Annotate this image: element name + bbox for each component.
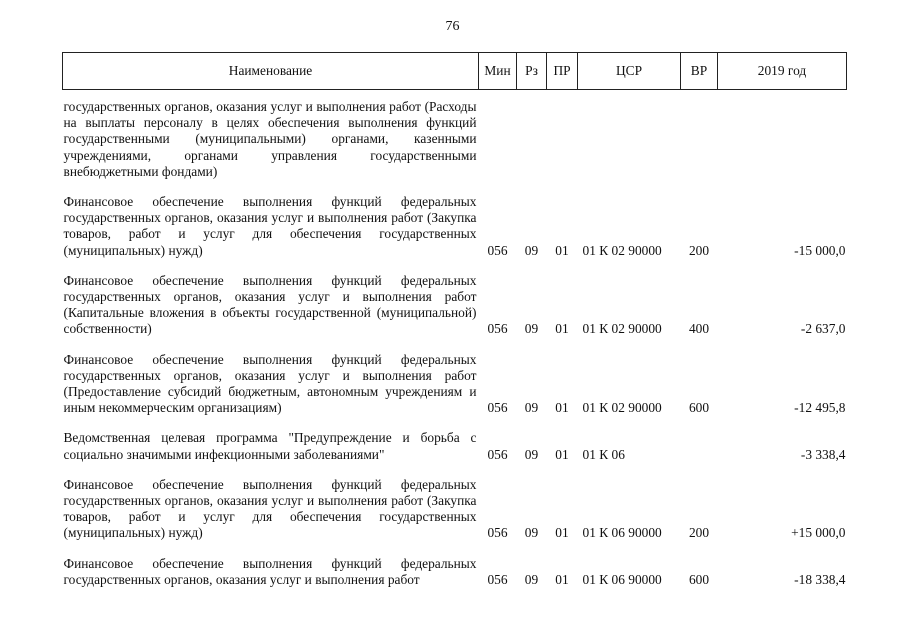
- row-min: 056: [487, 321, 508, 337]
- table-row: [63, 90, 847, 181]
- row-vr: 600: [688, 571, 710, 587]
- row-min: 056: [487, 525, 508, 541]
- row-pr: [547, 90, 578, 181]
- row-name: Финансовое обеспечение выполнения функций федеральных государственных органов, оказания услуг и выполнения работ (Закупка товаров, работ и услуг для обеспечения государственных (муниципальных) нужд): [63, 194, 477, 258]
- row-amount: [718, 90, 847, 181]
- header-name: Наименование: [63, 53, 479, 90]
- table-row: [63, 416, 847, 462]
- row-amount: -18 338,4: [794, 571, 846, 587]
- row-pr: 01: [555, 242, 569, 258]
- page-number: 76: [445, 19, 460, 34]
- row-vr: 400: [688, 321, 710, 337]
- header-csr: ЦСР: [578, 53, 681, 90]
- row-pr: 01: [555, 525, 569, 541]
- table-row: [63, 180, 847, 259]
- row-min: 056: [487, 446, 508, 462]
- row-pr: 01: [555, 400, 569, 416]
- row-csr: [578, 90, 681, 181]
- row-rz: 09: [524, 321, 539, 337]
- table-header: [63, 53, 847, 90]
- header-rz: Рз: [517, 53, 547, 90]
- row-rz: 09: [524, 242, 539, 258]
- row-csr: 01 К 06: [582, 446, 625, 462]
- table-row: [63, 259, 847, 338]
- row-amount: -2 637,0: [800, 321, 846, 337]
- row-rz: [517, 90, 547, 181]
- row-rz: 09: [524, 571, 539, 587]
- row-name: государственных органов, оказания услуг и выполнения работ (Расходы на выплаты персоналу в целях обеспечения выполнения функций государственными (муниципальными) органами, казенными учреждениями, органами управления государственными внебюджетными фондами): [63, 99, 477, 179]
- row-rz: 09: [524, 525, 539, 541]
- table-row: [63, 338, 847, 417]
- row-rz: 09: [524, 446, 539, 462]
- row-vr: [681, 90, 718, 181]
- row-csr: 01 К 06 90000: [582, 571, 662, 587]
- table-row: [63, 463, 847, 542]
- row-csr: 01 К 02 90000: [582, 400, 662, 416]
- row-name: Финансовое обеспечение выполнения функций федеральных государственных органов, оказания услуг и выполнения работ (Капитальные вложения в объекты государственной (муниципальной) собственности): [63, 272, 477, 337]
- row-min: 056: [487, 242, 508, 258]
- header-year: 2019 год: [718, 53, 847, 90]
- row-min: [479, 90, 517, 181]
- row-name: Финансовое обеспечение выполнения функций федеральных государственных органов, оказания услуг и выполнения работ (Закупка товаров, работ и услуг для обеспечения государственных (муниципальных) нужд): [63, 476, 477, 541]
- row-vr: [681, 416, 718, 462]
- row-amount: -3 338,4: [800, 446, 846, 462]
- row-csr: 01 К 02 90000: [582, 242, 662, 258]
- row-vr: 600: [688, 400, 710, 416]
- row-pr: 01: [555, 446, 569, 462]
- table-row: [63, 542, 847, 588]
- header-pr: ПР: [547, 53, 578, 90]
- row-amount: -12 495,8: [794, 400, 846, 416]
- row-name: Ведомственная целевая программа "Предупреждение и борьба с социально значимыми инфекционными заболеваниями": [63, 430, 477, 462]
- row-min: 056: [487, 400, 508, 416]
- row-name: Финансовое обеспечение выполнения функций федеральных государственных органов, оказания услуг и выполнения работ (Предоставление субсидий бюджетным, автономным учреждениям и иным некоммерческим организациям): [63, 351, 477, 416]
- row-vr: 200: [688, 242, 710, 258]
- header-vr: ВР: [681, 53, 718, 90]
- row-csr: 01 К 06 90000: [582, 525, 662, 541]
- row-vr: 200: [688, 525, 710, 541]
- row-min: 056: [487, 571, 508, 587]
- header-min: Мин: [479, 53, 517, 90]
- row-name: Финансовое обеспечение выполнения функций федеральных государственных органов, оказания услуг и выполнения работ: [63, 555, 477, 587]
- row-rz: 09: [524, 400, 539, 416]
- row-csr: 01 К 02 90000: [582, 321, 662, 337]
- budget-table: [62, 52, 847, 588]
- row-amount: +15 000,0: [791, 525, 846, 541]
- row-pr: 01: [555, 571, 569, 587]
- row-pr: 01: [555, 321, 569, 337]
- row-amount: -15 000,0: [794, 242, 846, 258]
